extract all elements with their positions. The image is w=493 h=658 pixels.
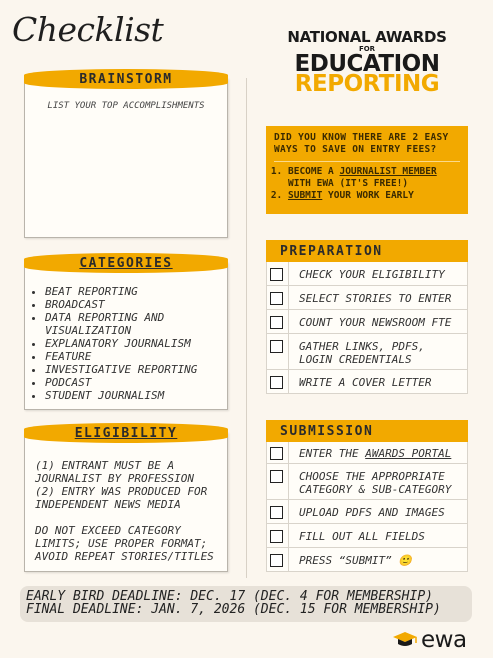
early-bird-deadline: EARLY BIRD DEADLINE: DEC. 17 (DEC. 4 FOR MEMBERSHIP)	[26, 589, 433, 604]
checkbox[interactable]	[267, 334, 289, 369]
awards-portal-link[interactable]: AWARDS PORTAL	[365, 447, 452, 460]
fees-tip-1: 1. BECOME A JOURNALIST MEMBER WITH EWA (IT'S FREE!)	[288, 166, 460, 190]
checklist-label: UPLOAD PDFS AND IMAGES	[299, 506, 445, 519]
categories-list	[45, 285, 221, 402]
checkbox[interactable]	[267, 262, 289, 285]
ewa-logo-text: ewa	[421, 627, 467, 653]
checklist-row	[266, 500, 468, 524]
submission-section	[266, 420, 468, 572]
checklist-label: COUNT YOUR NEWSROOM FTE	[299, 316, 452, 329]
checklist-row	[266, 548, 468, 572]
awards-line-3: EDUCATION	[294, 51, 440, 77]
checkbox[interactable]	[267, 442, 289, 463]
categories-card	[24, 255, 228, 410]
column-divider	[246, 78, 247, 578]
page-title: Checklist	[12, 10, 164, 49]
brainstorm-subtitle: LIST YOUR TOP ACCOMPLISHMENTS	[47, 101, 205, 111]
category-item: • EXPLANATORY JOURNALISM	[45, 337, 221, 350]
awards-line-4: REPORTING	[294, 71, 440, 97]
checklist-row	[266, 310, 468, 334]
category-item: • STUDENT JOURNALISM	[45, 389, 221, 402]
eligibility-heading: ELIGIBILITY	[24, 423, 228, 443]
ewa-logo	[392, 627, 467, 653]
checklist-row	[266, 370, 468, 394]
submit-link[interactable]: SUBMIT	[288, 190, 323, 201]
checklist-label: CHECK YOUR ELIGIBILITY	[299, 268, 445, 281]
fees-question: DID YOU KNOW THERE ARE 2 EASY WAYS TO SAVE ON ENTRY FEES?	[274, 132, 449, 155]
checklist-label: ENTER THE AWARDS PORTAL	[299, 447, 452, 460]
journalist-member-link[interactable]: JOURNALIST MEMBER	[339, 166, 437, 177]
checklist-label: SELECT STORIES TO ENTER	[299, 292, 452, 305]
eligibility-rule-2: (2) ENTRY WAS PRODUCED FOR INDEPENDENT NEWS MEDIA	[35, 485, 208, 511]
eligibility-rule-1: (1) ENTRANT MUST BE A JOURNALIST BY PROFESSION	[35, 459, 194, 485]
deadlines-box	[20, 586, 472, 622]
checklist-row	[266, 524, 468, 548]
category-item: • FEATURE	[45, 350, 221, 363]
checkbox[interactable]	[267, 464, 289, 499]
checkbox[interactable]	[267, 500, 289, 523]
checkbox[interactable]	[267, 524, 289, 547]
checklist-row	[266, 464, 468, 500]
graduation-cap-icon	[392, 631, 418, 649]
checkbox[interactable]	[267, 370, 289, 393]
eligibility-text	[35, 459, 221, 563]
brainstorm-card[interactable]	[24, 71, 228, 238]
checklist-row	[266, 334, 468, 370]
category-item: • INVESTIGATIVE REPORTING	[45, 363, 221, 376]
checkbox[interactable]	[267, 286, 289, 309]
checkbox[interactable]	[267, 548, 289, 571]
categories-heading: CATEGORIES	[24, 253, 228, 273]
awards-line-2: FOR	[358, 45, 376, 53]
checklist-label: WRITE A COVER LETTER	[299, 376, 432, 389]
submission-heading: SUBMISSION	[266, 420, 468, 442]
category-item: • PODCAST	[45, 376, 221, 389]
checklist-label: FILL OUT ALL FIELDS	[299, 530, 425, 543]
checklist-row	[266, 262, 468, 286]
fees-divider	[274, 161, 460, 162]
final-deadline: FINAL DEADLINE: JAN. 7, 2026 (DEC. 15 FOR MEMBERSHIP)	[26, 602, 441, 617]
category-item: • DATA REPORTING AND VISUALIZATION	[45, 311, 221, 337]
checklist-label: CHOOSE THE APPROPRIATE CATEGORY & SUB-CATEGORY	[299, 470, 452, 496]
fees-tip-2: 2. SUBMIT YOUR WORK EARLY	[288, 190, 460, 202]
fees-tips	[274, 166, 460, 202]
awards-title	[272, 28, 462, 97]
awards-line-1: NATIONAL AWARDS	[287, 28, 447, 46]
checklist-row	[266, 442, 468, 464]
preparation-section	[266, 240, 468, 394]
fees-callout	[266, 126, 468, 214]
checklist-row	[266, 286, 468, 310]
checklist-label: PRESS “SUBMIT” 🙂	[299, 554, 413, 567]
preparation-heading: PREPARATION	[266, 240, 468, 262]
eligibility-note: DO NOT EXCEED CATEGORY LIMITS; USE PROPER FORMAT; AVOID REPEAT STORIES/TITLES	[35, 524, 214, 563]
category-item: • BEAT REPORTING	[45, 285, 221, 298]
checklist-label: GATHER LINKS, PDFS, LOGIN CREDENTIALS	[299, 340, 425, 366]
brainstorm-heading: BRAINSTORM	[24, 69, 228, 89]
category-item: • BROADCAST	[45, 298, 221, 311]
checkbox[interactable]	[267, 310, 289, 333]
eligibility-card	[24, 425, 228, 572]
